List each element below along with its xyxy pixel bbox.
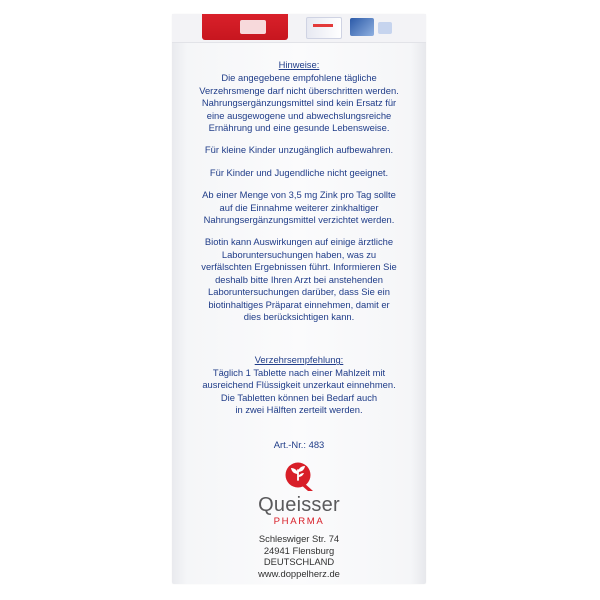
hinweise-p5-line: verfälschten Ergebnissen führt. Informieren Sie [201, 261, 397, 273]
top-flap-pack-image [306, 17, 342, 39]
hinweise-p5-line: biotinhaltiges Präparat einnehmen, damit er [208, 298, 390, 310]
hinweise-p1-line: Die angegebene empfohlene tägliche [221, 72, 377, 84]
verzehr-line: Täglich 1 Tablette nach einer Mahlzeit mit [212, 366, 386, 378]
company-address [172, 533, 426, 579]
hinweise-p5-line: Laboruntersuchungen haben, was zu [221, 248, 377, 260]
product-box-side [172, 14, 426, 584]
hinweise-p1-line: eine ausgewogene und abwechslungsreiche [206, 109, 392, 121]
brand-block [172, 460, 426, 579]
verzehrsempfehlung-text [172, 367, 426, 417]
hinweise-paragraph-5 [172, 236, 426, 323]
hinweise-p1-line: Nahrungsergänzungsmittel sind kein Ersatz für [201, 97, 397, 109]
hinweise-p2-line: Für kleine Kinder unzugänglich aufbewahren. [204, 144, 394, 156]
hinweise-p4-line: Nahrungsergänzungsmittel verzichtet werden. [203, 214, 395, 226]
top-flap-blue-image-2 [378, 22, 392, 34]
brand-name: Queisser [258, 494, 340, 516]
address-line: Schleswiger Str. 74 [258, 533, 340, 544]
verzehr-line: Die Tabletten können bei Bedarf auch [220, 391, 378, 403]
verzehr-line: ausreichend Flüssigkeit unzerkaut einnehmen. [202, 379, 396, 391]
hinweise-paragraph-2 [172, 144, 426, 156]
brand-subtitle: PHARMA [273, 516, 325, 527]
website-link[interactable]: www.doppelherz.de [258, 567, 340, 579]
article-number-text: Art.-Nr.: 483 [273, 439, 325, 451]
box-top-flap [172, 14, 426, 43]
hinweise-paragraph-3 [172, 167, 426, 179]
verzehr-line: in zwei Hälften zerteilt werden. [235, 403, 363, 415]
address-line: 24941 Flensburg [263, 544, 335, 556]
hinweise-p1-line: Verzehrsmenge darf nicht überschritten werden. [199, 84, 399, 96]
top-flap-blue-image [350, 18, 374, 36]
hinweise-paragraph-1 [172, 72, 426, 134]
box-text-panel [172, 42, 426, 452]
hinweise-p5-line: Laboruntersuchungen darüber, dass Sie ein [208, 286, 390, 298]
hinweise-p5-line: dies berücksichtigen kann. [243, 310, 355, 322]
hinweise-p1-line: Ernährung und eine gesunde Lebensweise. [208, 122, 390, 134]
verzehrsempfehlung-heading: Verzehrsempfehlung: [254, 354, 344, 366]
hinweise-p4-line: auf die Einnahme weiterer zinkhaltiger [219, 201, 379, 213]
address-line: DEUTSCHLAND [263, 556, 335, 568]
article-number [172, 439, 426, 451]
hinweise-paragraph-4 [172, 189, 426, 226]
hinweise-p4-line: Ab einer Menge von 3,5 mg Zink pro Tag sollte [202, 189, 396, 201]
hinweise-p5-line: deshalb bitte Ihren Arzt bei anstehenden [215, 273, 383, 285]
queisser-logo-icon [283, 460, 315, 492]
hinweise-p3-line: Für Kinder und Jugendliche nicht geeignet. [209, 166, 389, 178]
hinweise-p5-line: Biotin kann Auswirkungen auf einige ärztliche [204, 236, 394, 248]
hinweise-heading: Hinweise: [278, 59, 320, 70]
top-flap-red-label [202, 14, 288, 40]
